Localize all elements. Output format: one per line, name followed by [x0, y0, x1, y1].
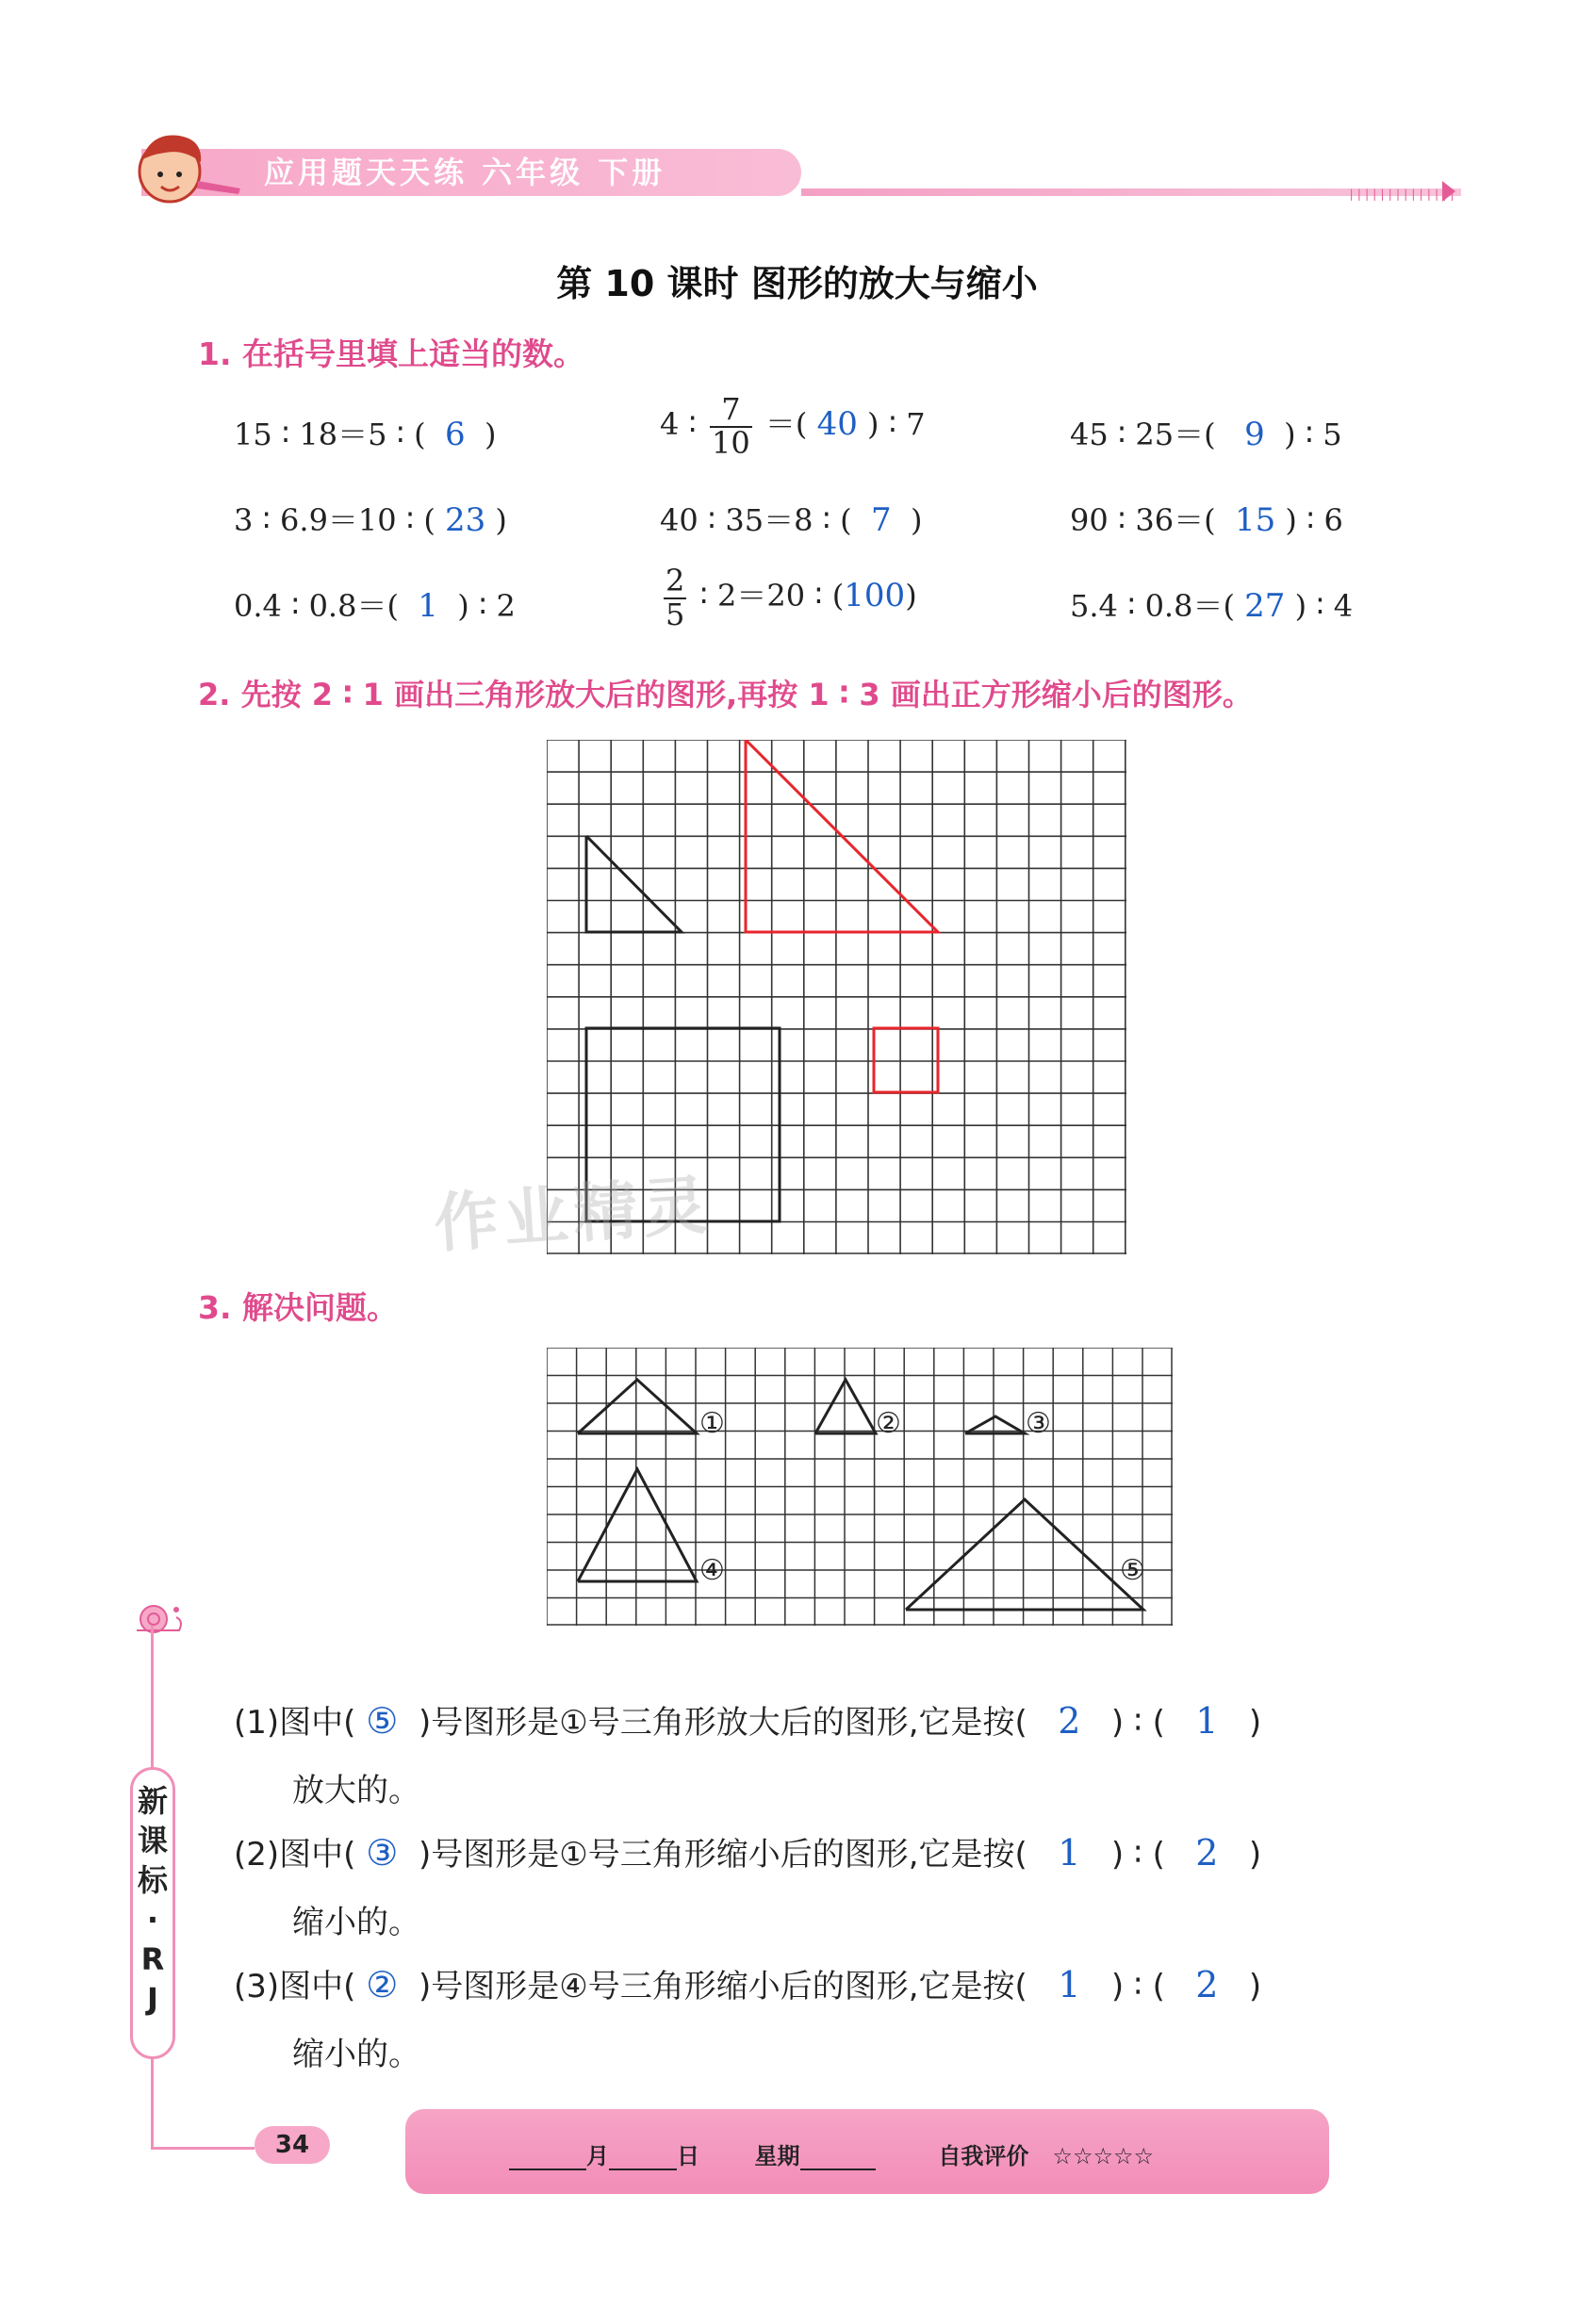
- answer: 9: [1244, 416, 1265, 453]
- equation-r1-c2: 4 ∶ $\frac{7}{10}$ ＝( 40 ) ∶ 7: [660, 391, 926, 461]
- answer: 23: [444, 501, 486, 539]
- sub-question-3: (3)图中( ② )号图形是④号三角形缩小后的图形,它是按( 1 ) ∶ ( 2 ): [234, 1964, 1262, 2005]
- reduced-square: [874, 1028, 938, 1092]
- sub-question-2-cont: 缩小的。: [292, 1904, 420, 1941]
- book-title: 应用题天天练 六年级 下册: [264, 155, 666, 190]
- equation-r2-c1: 3 ∶ 6.9＝10 ∶ ( 23 ): [234, 501, 507, 539]
- rating-stars: ☆☆☆☆☆: [1052, 2143, 1154, 2169]
- equation-r2-c2: 40 ∶ 35＝8 ∶ ( 7 ): [660, 501, 923, 539]
- answer: 15: [1234, 501, 1276, 539]
- original-triangle: [586, 836, 682, 932]
- question-1-title: 1. 在括号里填上适当的数。: [198, 336, 584, 372]
- answer: ③: [366, 1832, 399, 1874]
- question-3-title: 3. 解决问题。: [198, 1289, 398, 1326]
- triangle-5: [906, 1499, 1143, 1610]
- snail-icon: [127, 1593, 193, 1640]
- arrow-right-icon: [1442, 181, 1455, 202]
- footer-date-eval: [509, 2137, 1154, 2170]
- weekday-label: 星期: [754, 2143, 800, 2169]
- day-label: 日: [677, 2143, 699, 2169]
- q3-grid-figure: [547, 1348, 1178, 1635]
- answer: 2: [1058, 1700, 1081, 1742]
- answer: 100: [844, 577, 906, 615]
- answer: 2: [1195, 1964, 1219, 2005]
- label-1: ①: [699, 1407, 725, 1440]
- answer: ②: [366, 1964, 399, 2005]
- header-dashes: ||||||||||||||: [1348, 188, 1457, 201]
- boy-mascot-icon: [127, 123, 250, 217]
- equation-r3-c3: 5.4 ∶ 0.8＝( 27 ) ∶ 4: [1070, 587, 1354, 625]
- answer: ⑤: [366, 1700, 399, 1742]
- answer: 1: [1058, 1964, 1081, 2005]
- equation-r1-c3: 45 ∶ 25＝( 9 ) ∶ 5: [1070, 416, 1342, 453]
- label-3: ③: [1026, 1407, 1051, 1440]
- answer: 7: [870, 501, 892, 539]
- sub-question-1: (1)图中( ⑤ )号图形是①号三角形放大后的图形,它是按( 2 ) ∶ ( 1 ): [234, 1700, 1262, 1742]
- answer: 1: [418, 587, 438, 625]
- label-4: ④: [699, 1554, 725, 1587]
- month-label: 月: [586, 2143, 609, 2169]
- sub-question-1-cont: 放大的。: [292, 1772, 420, 1809]
- grid-lines: [547, 1348, 1173, 1626]
- lesson-title: 第 10 课时 图形的放大与缩小: [556, 263, 1038, 304]
- answer: 27: [1244, 587, 1286, 625]
- answer: 6: [444, 416, 466, 453]
- question-2-title: 2. 先按 2 ∶ 1 画出三角形放大后的图形,再按 1 ∶ 3 画出正方形缩小后的图形。: [198, 677, 1253, 712]
- label-2: ②: [876, 1407, 901, 1440]
- curriculum-label: 新 课 标 · R J: [130, 1767, 175, 2059]
- equation-r3-c2: $\frac{2}{5}$ ∶ 2＝20 ∶ (100): [666, 563, 917, 632]
- answer: 1: [1058, 1832, 1081, 1874]
- answer: 2: [1195, 1832, 1219, 1874]
- answer: 40: [816, 405, 858, 444]
- bottom-line: [151, 2147, 255, 2150]
- equation-r2-c3: 90 ∶ 36＝( 15 ) ∶ 6: [1070, 501, 1343, 539]
- self-eval-label: 自我评价: [938, 2143, 1029, 2169]
- sub-question-3-cont: 缩小的。: [292, 2036, 420, 2073]
- label-5: ⑤: [1120, 1554, 1145, 1587]
- page-number: 34: [255, 2126, 330, 2164]
- equation-r1-c1: 15 ∶ 18＝5 ∶ ( 6 ): [234, 416, 497, 453]
- triangle-1: [578, 1380, 697, 1433]
- equation-r3-c1: 0.4 ∶ 0.8＝( 1 ) ∶ 2: [234, 587, 516, 625]
- sub-question-2: (2)图中( ③ )号图形是①号三角形缩小后的图形,它是按( 1 ) ∶ ( 2 ): [234, 1832, 1262, 1874]
- watermark: 作业精灵: [432, 1168, 715, 1263]
- answer: 1: [1195, 1700, 1219, 1742]
- triangle-2: [815, 1380, 876, 1433]
